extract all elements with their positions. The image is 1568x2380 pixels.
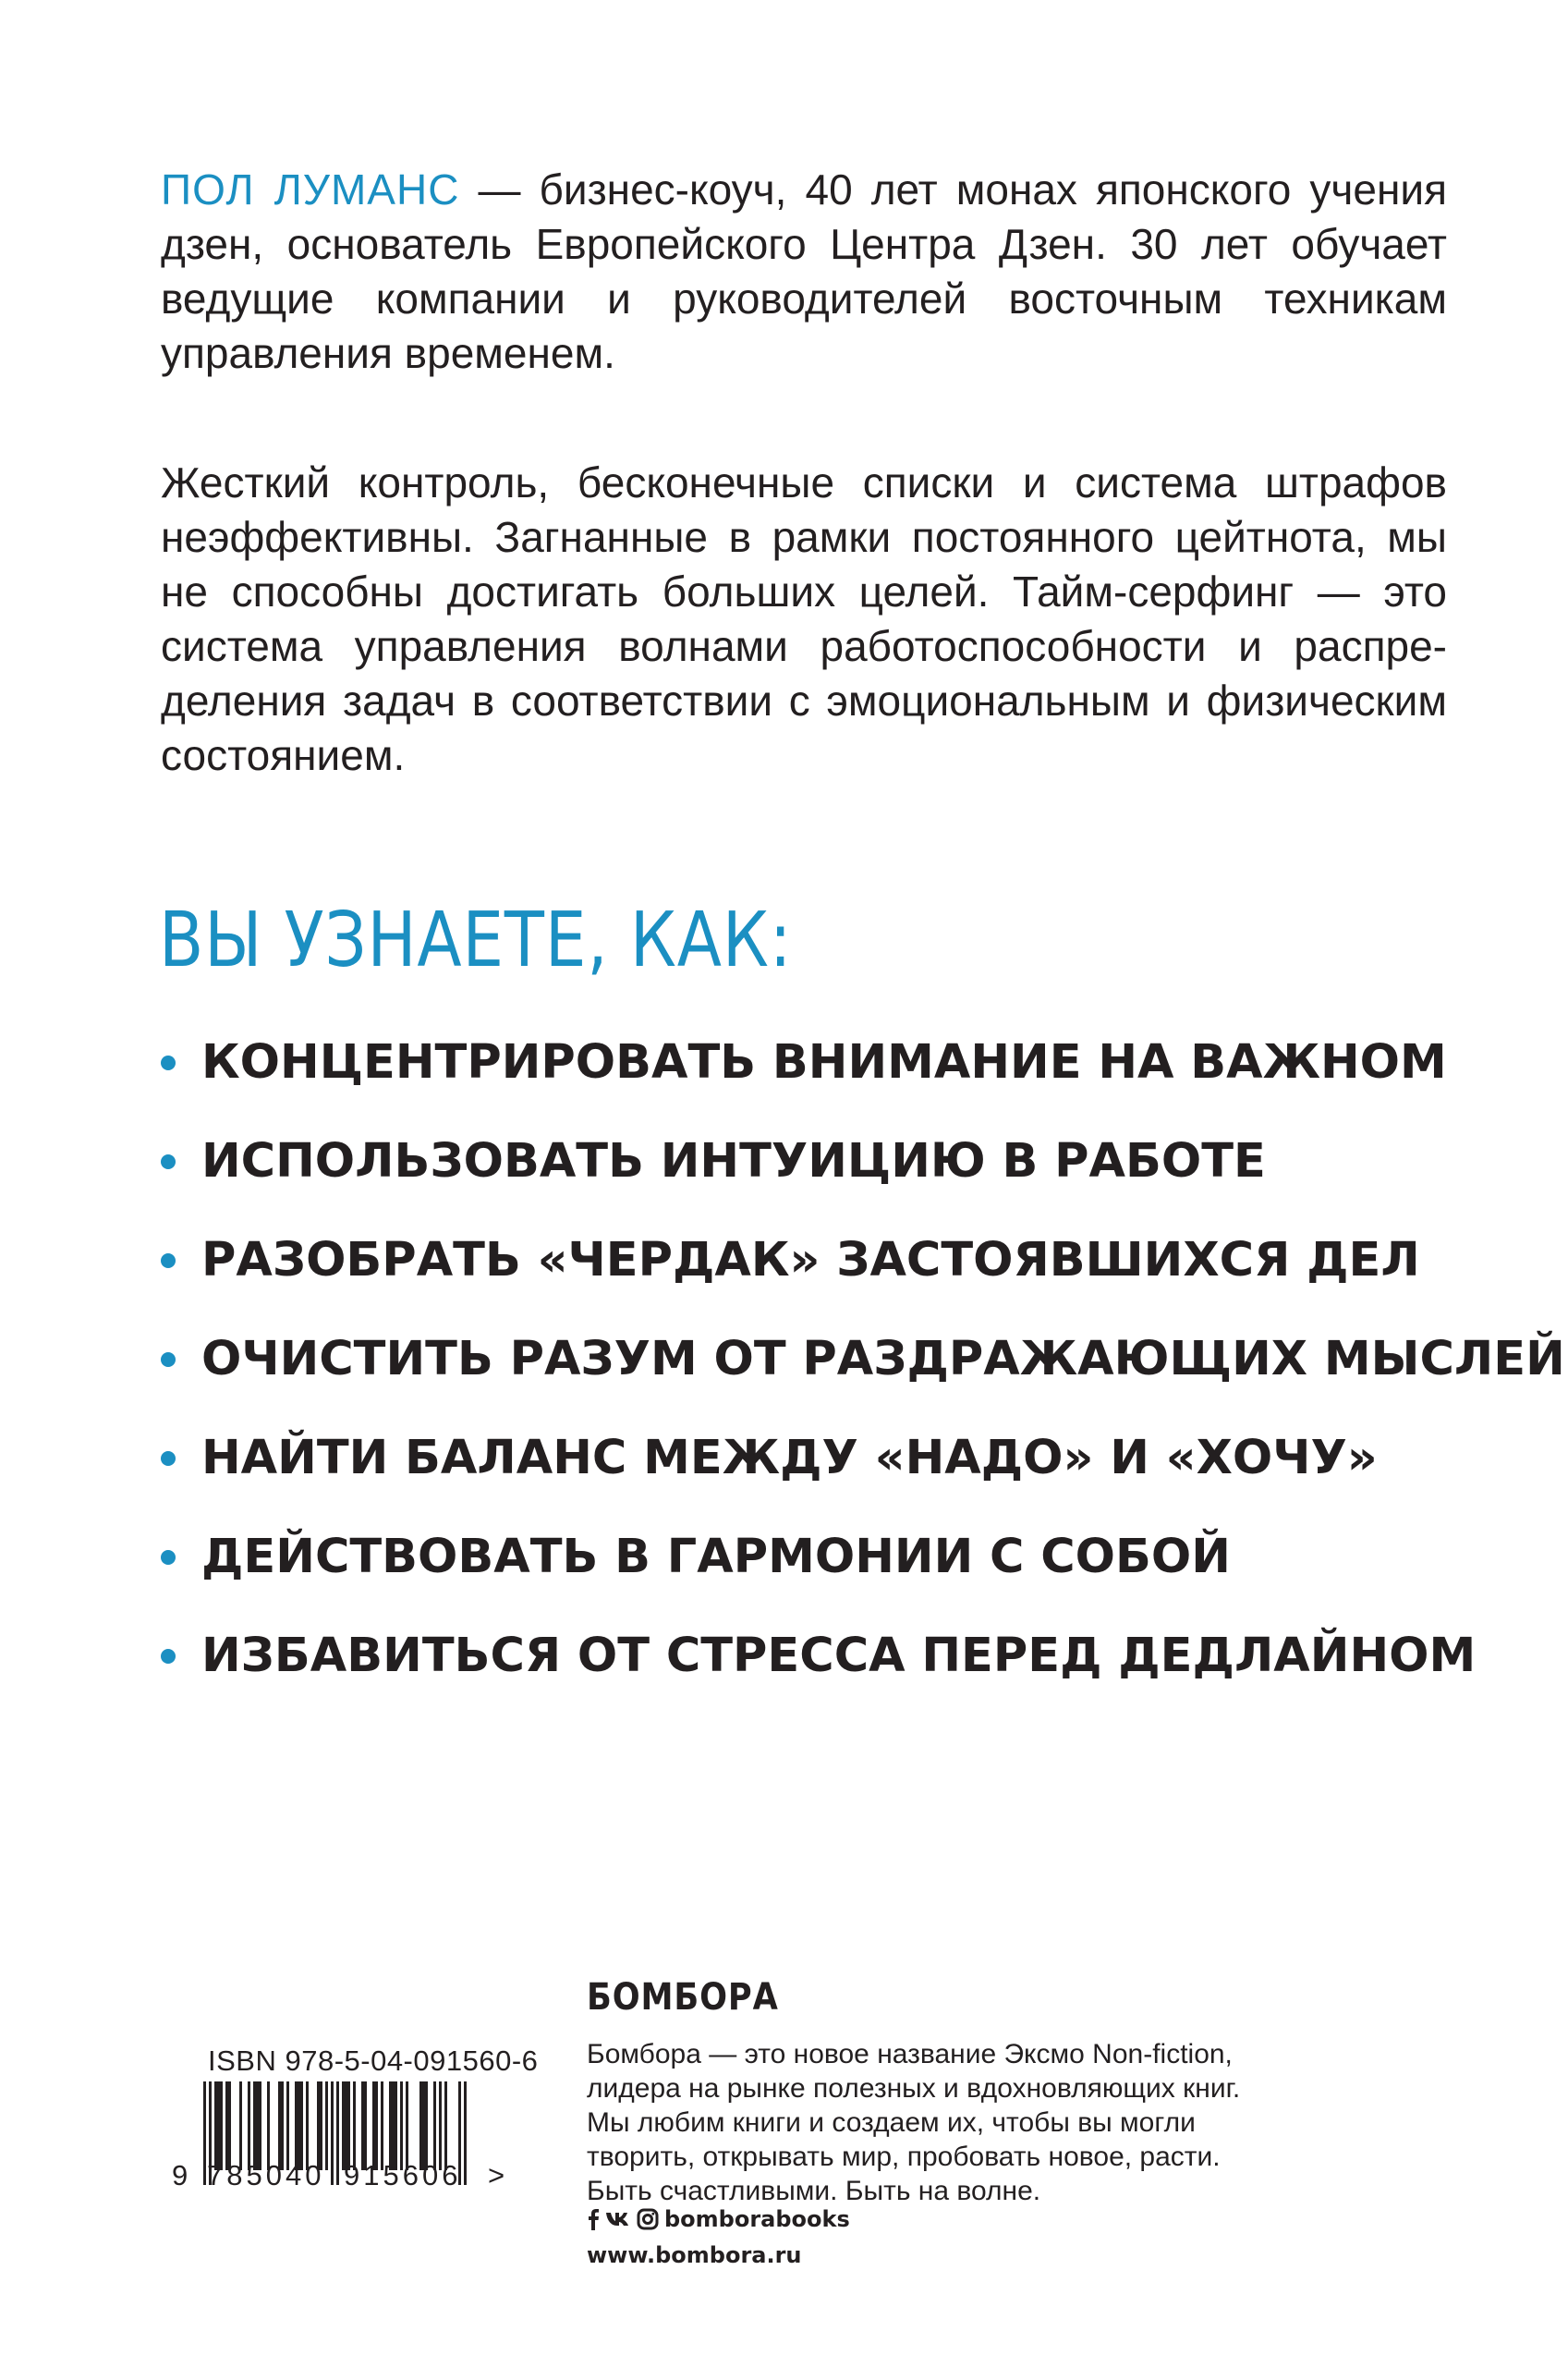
barcode-bar (320, 2081, 322, 2170)
barcode-bar (381, 2081, 383, 2170)
publisher-line: творить, открывать мир, пробовать новое, расти. (587, 2142, 1221, 2172)
learn-heading: ВЫ УЗНАЕТЕ, КАК: (159, 897, 793, 984)
barcode-bar (364, 2081, 367, 2170)
barcode-bar (295, 2081, 298, 2170)
learn-item-text: КОНЦЕНТРИРОВАТЬ ВНИМАНИЕ НА ВАЖНОМ (201, 1035, 1447, 1090)
barcode-bar (342, 2081, 345, 2170)
barcode-bar (300, 2081, 303, 2170)
barcode-bar (225, 2081, 228, 2170)
learn-item-text: ИСПОЛЬЗОВАТЬ ИНТУИЦИЮ В РАБОТЕ (201, 1134, 1266, 1189)
barcode-bar (253, 2081, 256, 2170)
learn-list (161, 1028, 1565, 1720)
barcode-bar (439, 2081, 442, 2170)
barcode-bar (239, 2081, 242, 2170)
barcode-bar (259, 2081, 261, 2170)
bullet-dot-icon (161, 1154, 176, 1169)
barcode-bar (317, 2081, 320, 2170)
barcode-bar (361, 2081, 364, 2170)
barcode-bar (306, 2081, 309, 2170)
learn-item (161, 1621, 1565, 1720)
learn-item-text: НАЙТИ БАЛАНС МЕЖДУ «НАДО» И «ХОЧУ» (201, 1431, 1378, 1485)
facebook-icon[interactable] (587, 2208, 600, 2230)
barcode-bar (372, 2081, 375, 2170)
learn-item (161, 1324, 1565, 1423)
barcode-bar (389, 2081, 392, 2170)
learn-item (161, 1127, 1565, 1226)
learn-item (161, 1028, 1565, 1127)
barcode-bar (345, 2081, 347, 2170)
barcode-digits (166, 2159, 517, 2192)
website-link[interactable]: www.bombora.ru (587, 2242, 802, 2268)
bullet-dot-icon (161, 1056, 176, 1070)
barcode-bar (375, 2081, 378, 2170)
barcode-bar (422, 2081, 425, 2170)
barcode-bar (217, 2081, 220, 2170)
barcode-bar (286, 2081, 289, 2170)
barcode-bar (267, 2081, 270, 2170)
learn-item (161, 1226, 1565, 1324)
barcode-bar (406, 2081, 408, 2170)
barcode-bar (400, 2081, 403, 2170)
barcode-bar (395, 2081, 397, 2170)
barcode-bar (444, 2081, 447, 2170)
barcode-bar (425, 2081, 428, 2170)
barcode-bar (419, 2081, 422, 2170)
barcode-bar (353, 2081, 356, 2170)
publisher-line: Мы любим книги и создаем их, чтобы вы могли (587, 2107, 1196, 2138)
barcode-quiet-mark: > (488, 2159, 505, 2191)
learn-item-text: ИЗБАВИТЬСЯ ОТ СТРЕССА ПЕРЕД ДЕДЛАЙНОМ (201, 1629, 1477, 1683)
author-bio-text: — бизнес-коуч, 40 лет монах японского учения дзен, основатель Европейского Центра Дзен. 30 лет обучает ведущие компании и руководителей восточным техникам управления временем. (161, 165, 1447, 377)
barcode-bar (220, 2081, 223, 2170)
isbn-label: ISBN 978-5-04-091560-6 (208, 2044, 539, 2077)
social-links (587, 2206, 850, 2232)
learn-item-text: ДЕЙСТВОВАТЬ В ГАРМОНИИ С СОБОЙ (201, 1530, 1231, 1584)
barcode-bar (347, 2081, 350, 2170)
barcode-bar (433, 2081, 436, 2170)
publisher-line: лидера на рынке полезных и вдохновляющих книг. (587, 2073, 1241, 2104)
learn-item (161, 1423, 1565, 1522)
publisher-line: Бомбора — это новое название Эксмо Non-fiction, (587, 2039, 1233, 2069)
author-bio (161, 163, 1447, 381)
barcode-bar (278, 2081, 281, 2170)
social-handle[interactable]: bomborabooks (664, 2206, 850, 2232)
book-blurb: Жесткий контроль, бесконечные списки и система штрафов неэффективны. Загнанные в рамки постоянного цейтнота, мы не способны достигать больших целей. Тайм-серфинг — это система управления волнами работоспособности и распределения задач в соответствии с эмоциональным и физическим состоянием. (161, 458, 1447, 779)
bullet-dot-icon (161, 1451, 176, 1466)
learn-item (161, 1522, 1565, 1621)
barcode-digits-left: 785040 (207, 2159, 325, 2191)
learn-item-text: ОЧИСТИТЬ РАЗУМ ОТ РАЗДРАЖАЮЩИХ МЫСЛЕЙ (201, 1332, 1565, 1386)
publisher-line: Быть счастливыми. Быть на волне. (587, 2176, 1041, 2206)
publisher-description (587, 2037, 1252, 2208)
barcode-digits-right: 915606 (344, 2159, 462, 2191)
barcode-bar (228, 2081, 231, 2170)
bullet-dot-icon (161, 1253, 176, 1268)
barcode-digit-first: 9 (172, 2159, 188, 2191)
instagram-icon[interactable] (637, 2208, 659, 2230)
publisher-logo: БОМБОРА (587, 1976, 779, 2019)
bullet-dot-icon (161, 1550, 176, 1565)
bullet-dot-icon (161, 1649, 176, 1664)
barcode-bar (281, 2081, 284, 2170)
barcode-bar (248, 2081, 250, 2170)
author-name: ПОЛ ЛУМАНС (161, 165, 460, 214)
vk-icon[interactable] (605, 2210, 631, 2228)
barcode-bar (392, 2081, 395, 2170)
bullet-dot-icon (161, 1352, 176, 1367)
barcode-bar (298, 2081, 300, 2170)
learn-item-text: РАЗОБРАТЬ «ЧЕРДАК» ЗАСТОЯВШИХСЯ ДЕЛ (201, 1233, 1420, 1288)
barcode-bar (214, 2081, 217, 2170)
barcode-bar (256, 2081, 259, 2170)
barcode-bar (325, 2081, 328, 2170)
